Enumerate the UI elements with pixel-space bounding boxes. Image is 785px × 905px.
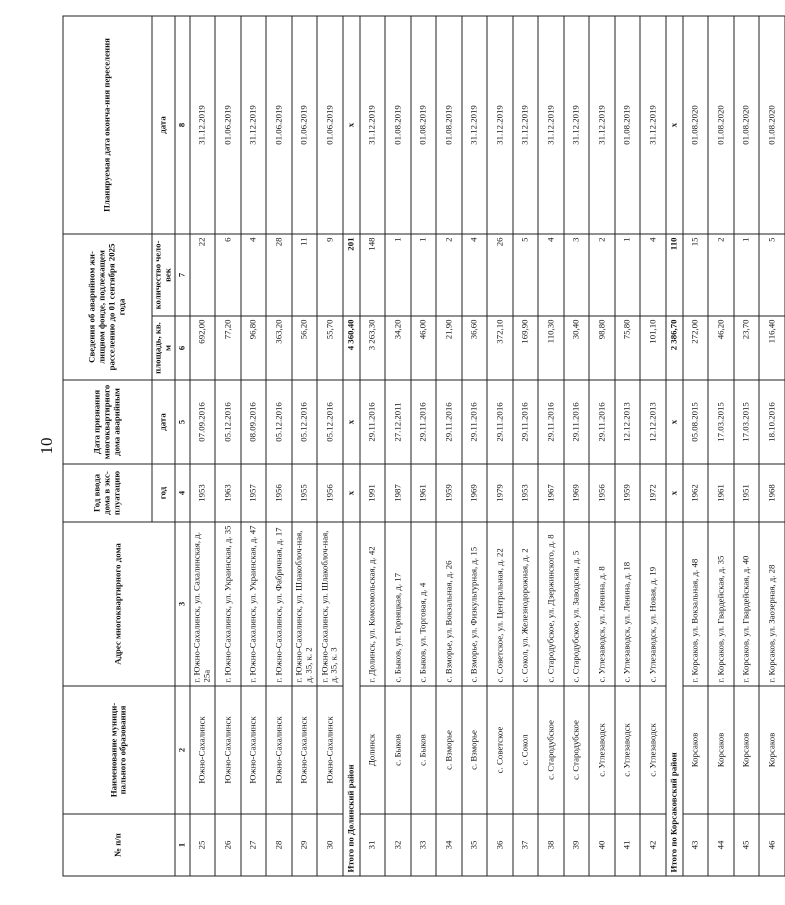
subtotal-recognition-date: х — [666, 380, 683, 464]
row-area: 372,10 — [487, 316, 513, 380]
row-address: с. Углезаводск, ул. Ленина, д. 8 — [589, 522, 615, 686]
row-plan-date: 31.12.2019 — [190, 16, 216, 234]
row-address: г. Южно-Сахалинск, ул. Шлакоблоч-ная, д. 35, к. 2 — [292, 522, 318, 686]
row-plan-date: 31.12.2019 — [462, 16, 488, 234]
subtotal-people: 110 — [666, 234, 683, 316]
row-number: 37 — [513, 814, 539, 876]
row-year: 1956 — [589, 464, 615, 522]
row-plan-date: 01.06.2019 — [266, 16, 292, 234]
row-year: 1969 — [462, 464, 488, 522]
row-people: 2 — [436, 234, 462, 316]
table-row — [564, 16, 590, 876]
table-row — [411, 16, 437, 876]
table-row — [436, 16, 462, 876]
row-number: 39 — [564, 814, 590, 876]
row-number: 28 — [266, 814, 292, 876]
row-year: 1961 — [411, 464, 437, 522]
row-area: 101,10 — [640, 316, 666, 380]
row-plan-date: 31.12.2019 — [513, 16, 539, 234]
subtotal-people: 201 — [343, 234, 360, 316]
table-row — [385, 16, 411, 876]
row-municipality: Южно-Сахалинск — [266, 686, 292, 814]
row-municipality: с. Советское — [487, 686, 513, 814]
row-municipality: с. Быков — [411, 686, 437, 814]
row-recognition-date: 05.12.2016 — [215, 380, 241, 464]
row-people: 3 — [564, 234, 590, 316]
row-area: 116,40 — [759, 316, 785, 380]
row-address: с. Советское, ул. Центральная, д. 22 — [487, 522, 513, 686]
table-row — [640, 16, 666, 876]
subtotal-label: Итого по Долинский район — [343, 522, 360, 876]
table-row — [190, 16, 216, 876]
header-num: № п/п — [63, 814, 175, 876]
row-year: 1953 — [190, 464, 216, 522]
row-recognition-date: 05.12.2016 — [266, 380, 292, 464]
table-row — [487, 16, 513, 876]
table-row — [683, 16, 709, 876]
header-address: Адрес многоквартирного дома — [63, 522, 175, 686]
row-recognition-date: 17.03.2015 — [734, 380, 760, 464]
row-recognition-date: 05.12.2016 — [292, 380, 318, 464]
row-municipality: с. Взморье — [436, 686, 462, 814]
table-row — [513, 16, 539, 876]
row-number: 40 — [589, 814, 615, 876]
row-municipality: с. Стародубское — [538, 686, 564, 814]
row-area: 21,90 — [436, 316, 462, 380]
row-year: 1959 — [615, 464, 641, 522]
subtotal-year: х — [343, 464, 360, 522]
row-number: 42 — [640, 814, 666, 876]
row-municipality: Южно-Сахалинск — [317, 686, 343, 814]
row-municipality: с. Углезаводск — [615, 686, 641, 814]
row-number: 33 — [411, 814, 437, 876]
row-people: 4 — [241, 234, 267, 316]
row-people: 4 — [538, 234, 564, 316]
row-year: 1979 — [487, 464, 513, 522]
row-area: 75,80 — [615, 316, 641, 380]
row-number: 38 — [538, 814, 564, 876]
subtotal-year: х — [666, 464, 683, 522]
row-recognition-date: 29.11.2016 — [436, 380, 462, 464]
row-area: 96,80 — [241, 316, 267, 380]
table-row — [734, 16, 760, 876]
row-area: 56,20 — [292, 316, 318, 380]
row-address: г. Южно-Сахалинск, ул. Шлакоблоч-ная, д. 35, к. 3 — [317, 522, 343, 686]
row-people: 2 — [589, 234, 615, 316]
row-address: с. Стародубское, ул. Дзержинского, д. 8 — [538, 522, 564, 686]
row-area: 34,20 — [385, 316, 411, 380]
row-year: 1957 — [241, 464, 267, 522]
row-address: с. Быков, ул. Торговая, д. 4 — [411, 522, 437, 686]
row-address: с. Взморье, ул. Физкультурная, д. 15 — [462, 522, 488, 686]
row-plan-date: 01.08.2019 — [436, 16, 462, 234]
row-plan-date: 31.12.2019 — [640, 16, 666, 234]
row-recognition-date: 12.12.2013 — [615, 380, 641, 464]
row-address: г. Долинск, ул. Комсомольская, д. 42 — [360, 522, 386, 686]
row-plan-date: 31.12.2019 — [538, 16, 564, 234]
row-year: 1959 — [436, 464, 462, 522]
table-row — [360, 16, 386, 876]
row-recognition-date: 05.12.2016 — [317, 380, 343, 464]
row-people: 1 — [411, 234, 437, 316]
row-area: 36,60 — [462, 316, 488, 380]
row-plan-date: 31.12.2019 — [564, 16, 590, 234]
subtotal-area: 4 360,40 — [343, 316, 360, 380]
row-people: 9 — [317, 234, 343, 316]
row-municipality: Южно-Сахалинск — [215, 686, 241, 814]
row-year: 1953 — [513, 464, 539, 522]
row-address: с. Быков, ул. Горняцкая, д. 17 — [385, 522, 411, 686]
row-people: 2 — [708, 234, 734, 316]
resettlement-table — [63, 15, 785, 876]
row-plan-date: 01.06.2019 — [292, 16, 318, 234]
row-municipality: с. Взморье — [462, 686, 488, 814]
row-number: 41 — [615, 814, 641, 876]
row-address: с. Сокол, ул. Железнодорожная, д. 2 — [513, 522, 539, 686]
row-area: 98,80 — [589, 316, 615, 380]
row-number: 35 — [462, 814, 488, 876]
row-people: 1 — [615, 234, 641, 316]
table-row — [266, 16, 292, 876]
row-plan-date: 01.06.2019 — [215, 16, 241, 234]
table-row — [462, 16, 488, 876]
row-municipality: Южно-Сахалинск — [241, 686, 267, 814]
row-municipality: Корсаков — [683, 686, 709, 814]
row-address: г. Корсаков, ул. Гвардейская, д. 40 — [734, 522, 760, 686]
row-year: 1987 — [385, 464, 411, 522]
table-row — [317, 16, 343, 876]
row-municipality: Корсаков — [759, 686, 785, 814]
subtotal-plan-date: х — [666, 16, 683, 234]
column-number: 4 — [175, 464, 190, 522]
header-info-group: Сведения об аварийном жи-лищном фонде, подлежащем расселению до 01 сентября 2025 года — [63, 234, 152, 380]
rotated-document — [63, 17, 777, 877]
row-number: 26 — [215, 814, 241, 876]
row-year: 1961 — [708, 464, 734, 522]
row-area: 169,90 — [513, 316, 539, 380]
row-area: 30,40 — [564, 316, 590, 380]
row-number: 34 — [436, 814, 462, 876]
row-area: 77,20 — [215, 316, 241, 380]
row-year: 1991 — [360, 464, 386, 522]
row-number: 31 — [360, 814, 386, 876]
row-year: 1955 — [292, 464, 318, 522]
row-year: 1956 — [317, 464, 343, 522]
row-people: 6 — [215, 234, 241, 316]
row-plan-date: 01.08.2020 — [759, 16, 785, 234]
column-number: 5 — [175, 380, 190, 464]
row-municipality: Южно-Сахалинск — [292, 686, 318, 814]
row-plan-date: 31.12.2019 — [360, 16, 386, 234]
row-people: 26 — [487, 234, 513, 316]
row-people: 15 — [683, 234, 709, 316]
row-plan-date: 01.08.2019 — [385, 16, 411, 234]
row-recognition-date: 29.11.2016 — [462, 380, 488, 464]
row-municipality: Корсаков — [708, 686, 734, 814]
row-plan-date: 01.08.2019 — [615, 16, 641, 234]
column-number: 6 — [175, 316, 190, 380]
row-recognition-date: 12.12.2013 — [640, 380, 666, 464]
column-number: 7 — [175, 234, 190, 316]
row-recognition-date: 29.11.2016 — [360, 380, 386, 464]
table-row — [215, 16, 241, 876]
header-recognition-group: Дата признания многоквартирного дома аварийным — [63, 380, 152, 464]
row-year: 1967 — [538, 464, 564, 522]
row-number: 43 — [683, 814, 709, 876]
table-row — [292, 16, 318, 876]
row-plan-date: 01.06.2019 — [317, 16, 343, 234]
subtotal-plan-date: х — [343, 16, 360, 234]
row-number: 32 — [385, 814, 411, 876]
row-plan-date: 31.12.2019 — [487, 16, 513, 234]
table-row — [708, 16, 734, 876]
row-municipality: Долинск — [360, 686, 386, 814]
row-plan-date: 31.12.2019 — [241, 16, 267, 234]
column-number: 2 — [175, 686, 190, 814]
row-recognition-date: 18.10.2016 — [759, 380, 785, 464]
row-people: 4 — [640, 234, 666, 316]
row-address: г. Южно-Сахалинск, ул. Украинская, д. 35 — [215, 522, 241, 686]
table-row — [615, 16, 641, 876]
row-address: г. Южно-Сахалинск, ул. Фабричная, д. 17 — [266, 522, 292, 686]
table-row — [589, 16, 615, 876]
row-recognition-date: 29.11.2016 — [589, 380, 615, 464]
row-people: 148 — [360, 234, 386, 316]
row-area: 46,20 — [708, 316, 734, 380]
header-year-group: Год ввода дома в экс-плуатацию — [63, 464, 152, 522]
row-number: 29 — [292, 814, 318, 876]
row-recognition-date: 17.03.2015 — [708, 380, 734, 464]
row-plan-date: 01.08.2020 — [734, 16, 760, 234]
row-area: 110,30 — [538, 316, 564, 380]
row-address: с. Углезаводск, ул. Новая, д. 19 — [640, 522, 666, 686]
header-municipality: Наименование муници-пального образования — [63, 686, 175, 814]
row-address: г. Корсаков, ул. Вокзальная, д. 48 — [683, 522, 709, 686]
subtotal-area: 2 386,70 — [666, 316, 683, 380]
header-plan-sub: дата — [152, 16, 175, 234]
row-municipality: с. Сокол — [513, 686, 539, 814]
row-recognition-date: 29.11.2016 — [513, 380, 539, 464]
row-recognition-date: 07.09.2016 — [190, 380, 216, 464]
row-year: 1951 — [734, 464, 760, 522]
row-year: 1969 — [564, 464, 590, 522]
row-area: 23,70 — [734, 316, 760, 380]
row-address: г. Южно-Сахалинск, ул. Сахалинская, д. 25а — [190, 522, 216, 686]
row-year: 1968 — [759, 464, 785, 522]
column-number: 8 — [175, 16, 190, 234]
row-recognition-date: 27.12.2011 — [385, 380, 411, 464]
column-number: 1 — [175, 814, 190, 876]
header-year-sub: год — [152, 464, 175, 522]
row-municipality: с. Стародубское — [564, 686, 590, 814]
row-address: с. Углезаводск, ул. Ленина, д. 18 — [615, 522, 641, 686]
row-people: 5 — [759, 234, 785, 316]
table-subtotal-row — [343, 16, 360, 876]
row-area: 46,00 — [411, 316, 437, 380]
row-recognition-date: 29.11.2016 — [411, 380, 437, 464]
row-municipality: с. Быков — [385, 686, 411, 814]
row-recognition-date: 08.09.2016 — [241, 380, 267, 464]
row-number: 44 — [708, 814, 734, 876]
page-number: 10 — [37, 437, 56, 455]
header-area-sub: площадь, кв. м — [152, 316, 175, 380]
row-municipality: с. Углезаводск — [589, 686, 615, 814]
subtotal-recognition-date: х — [343, 380, 360, 464]
row-recognition-date: 29.11.2016 — [487, 380, 513, 464]
row-people: 1 — [734, 234, 760, 316]
table-row — [538, 16, 564, 876]
row-address: г. Южно-Сахалинск, ул. Украинская, д. 47 — [241, 522, 267, 686]
row-plan-date: 31.12.2019 — [589, 16, 615, 234]
row-address: г. Корсаков, ул. Гвардейская, д. 35 — [708, 522, 734, 686]
row-municipality: Южно-Сахалинск — [190, 686, 216, 814]
row-plan-date: 01.08.2020 — [708, 16, 734, 234]
table-row — [241, 16, 267, 876]
row-area: 3 263,30 — [360, 316, 386, 380]
row-recognition-date: 05.08.2015 — [683, 380, 709, 464]
row-address: с. Взморье, ул. Вокзальная, д. 26 — [436, 522, 462, 686]
row-address: с. Стародубское, ул. Заводская, д. 5 — [564, 522, 590, 686]
row-number: 30 — [317, 814, 343, 876]
row-people: 5 — [513, 234, 539, 316]
row-municipality: Корсаков — [734, 686, 760, 814]
table-subtotal-row — [666, 16, 683, 876]
row-address: г. Корсаков, ул. Заозерная, д. 28 — [759, 522, 785, 686]
table-body — [190, 16, 785, 876]
row-area: 692,00 — [190, 316, 216, 380]
row-area: 55,70 — [317, 316, 343, 380]
row-municipality: с. Углезаводск — [640, 686, 666, 814]
table-row — [759, 16, 785, 876]
row-number: 46 — [759, 814, 785, 876]
row-number: 36 — [487, 814, 513, 876]
row-year: 1972 — [640, 464, 666, 522]
row-recognition-date: 29.11.2016 — [538, 380, 564, 464]
header-recognition-sub: дата — [152, 380, 175, 464]
row-people: 28 — [266, 234, 292, 316]
row-people: 11 — [292, 234, 318, 316]
row-year: 1956 — [266, 464, 292, 522]
row-people: 22 — [190, 234, 216, 316]
subtotal-label: Итого по Корсаковский район — [666, 522, 683, 876]
row-year: 1962 — [683, 464, 709, 522]
row-plan-date: 01.08.2019 — [411, 16, 437, 234]
row-plan-date: 01.08.2020 — [683, 16, 709, 234]
header-people-sub: количество чело-век — [152, 234, 175, 316]
row-number: 45 — [734, 814, 760, 876]
table-header — [63, 16, 190, 876]
column-number: 3 — [175, 522, 190, 686]
header-plan-group: Планируемая дата оконча-ния переселения — [63, 16, 152, 234]
row-number: 25 — [190, 814, 216, 876]
row-recognition-date: 29.11.2016 — [564, 380, 590, 464]
row-number: 27 — [241, 814, 267, 876]
row-people: 4 — [462, 234, 488, 316]
row-area: 363,20 — [266, 316, 292, 380]
row-area: 272,00 — [683, 316, 709, 380]
row-people: 1 — [385, 234, 411, 316]
row-year: 1963 — [215, 464, 241, 522]
